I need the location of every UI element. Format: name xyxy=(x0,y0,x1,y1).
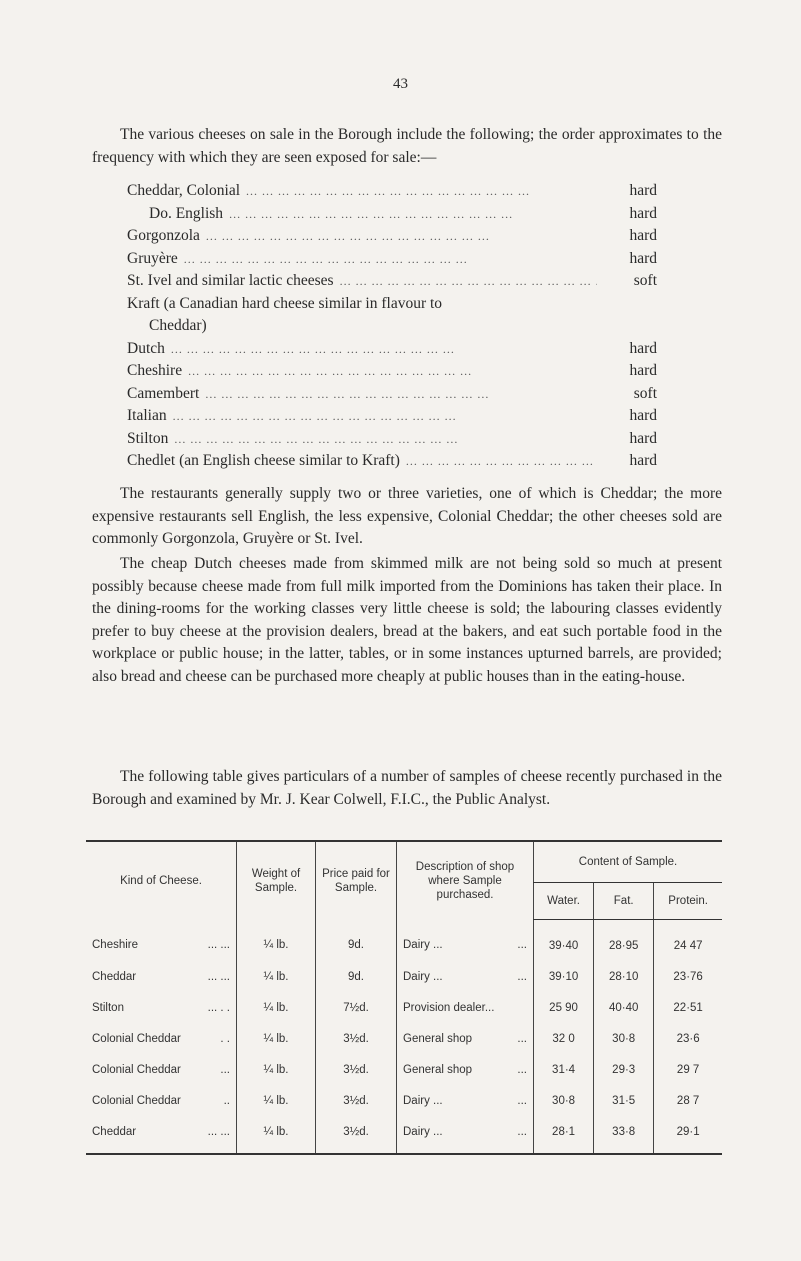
cell-kind: Colonial Cheddar xyxy=(92,1063,181,1076)
cheese-list-item xyxy=(127,428,657,451)
cheese-list-item xyxy=(127,338,657,361)
cell-description-dots: ... xyxy=(517,1094,527,1107)
cell-water: 30·8 xyxy=(534,1085,594,1116)
cell-description: Provision dealer... xyxy=(403,1001,495,1014)
header-description: Description of shop where Sample purchased. xyxy=(397,841,534,920)
cell-weight: ¼ lb. xyxy=(237,1116,316,1154)
dot-leader xyxy=(174,428,597,451)
cheese-name: Stilton xyxy=(127,429,169,447)
cell-price: 3½d. xyxy=(316,1023,397,1054)
header-content: Content of Sample. xyxy=(534,841,723,883)
cell-weight: ¼ lb. xyxy=(237,961,316,992)
dot-leader xyxy=(229,203,597,226)
cell-water: 25 90 xyxy=(534,992,594,1023)
cheese-name: Cheshire xyxy=(127,362,183,379)
cell-description: Dairy ... xyxy=(403,970,443,983)
dot-leader xyxy=(205,383,597,406)
cheese-name: St. Ivel and similar lactic cheeses xyxy=(127,272,334,289)
table-row xyxy=(86,992,722,1023)
intro-paragraph: The various cheeses on sale in the Borough include the following; the order approximates to the frequency with which they are seen exposed for sale:— xyxy=(92,126,722,166)
cell-fat: 31·5 xyxy=(594,1085,654,1116)
cell-price: 3½d. xyxy=(316,1116,397,1154)
cheese-type: hard xyxy=(629,429,657,447)
cell-kind: Cheddar xyxy=(92,1125,137,1138)
dot-leader xyxy=(171,338,597,361)
cell-protein: 22·51 xyxy=(654,992,722,1023)
cell-price: 9d. xyxy=(316,961,397,992)
cell-kind-dots: ... . . xyxy=(207,1001,230,1014)
cell-weight: ¼ lb. xyxy=(237,1023,316,1054)
cheese-name: Camembert xyxy=(127,384,200,402)
cell-kind: Cheddar xyxy=(92,970,137,983)
cell-description: General shop xyxy=(403,1063,473,1076)
cheese-type: hard xyxy=(629,362,657,379)
cell-description: General shop xyxy=(403,1032,473,1045)
cell-kind-dots: ... xyxy=(220,1063,230,1076)
cell-protein: 23·6 xyxy=(654,1023,722,1054)
cell-water: 32 0 xyxy=(534,1023,594,1054)
cheese-list-item xyxy=(127,270,657,293)
cell-description-dots: ... xyxy=(517,1032,527,1045)
cell-kind-dots: ... ... xyxy=(207,970,230,983)
cheese-list-item xyxy=(127,203,657,226)
cheese-name-continuation: Cheddar) xyxy=(149,317,207,334)
dutch-cheese-paragraph: The cheap Dutch cheeses made from skimmed milk are not being sold so much at present possibly because cheese made from full milk imported from the Dominions has taken their place. In the dining-rooms for the working classes very little cheese is sold; the labouring classes evidently prefer to buy cheese at the provision dealers, bread at the bakers, and eat such portable food in the workplace or public house; in the latter, tables, or in some instances upturned barrels, are provided; also bread and cheese can be purchased more cheaply at public houses than in the eating-house. xyxy=(92,555,722,685)
dot-leader xyxy=(188,360,597,383)
cell-description-dots: ... xyxy=(517,939,527,952)
cheese-type: soft xyxy=(633,272,657,289)
cheese-type: hard xyxy=(629,249,657,267)
cell-kind: Colonial Cheddar xyxy=(92,1094,181,1107)
table-row xyxy=(86,961,722,992)
dot-leader xyxy=(246,180,597,203)
cell-fat: 29·3 xyxy=(594,1054,654,1085)
header-price: Price paid for Sample. xyxy=(316,841,397,920)
cheese-type: hard xyxy=(629,204,657,222)
cell-protein: 23·76 xyxy=(654,961,722,992)
cheese-type: hard xyxy=(629,339,657,357)
cheese-samples-table xyxy=(86,840,722,1155)
cheese-list-item xyxy=(127,360,657,383)
cell-weight: ¼ lb. xyxy=(237,920,316,962)
cheese-name: Do. English xyxy=(149,204,224,222)
cheese-list-item xyxy=(127,405,657,428)
restaurants-paragraph: The restaurants generally supply two or three varieties, one of which is Cheddar; the more expensive restaurants sell English, the less expensive, Colonial Cheddar; the other cheeses sold are commonly Gorgonzola, Gruyère or St. Ivel. xyxy=(92,485,722,547)
cell-weight: ¼ lb. xyxy=(237,1054,316,1085)
dot-leader xyxy=(184,248,597,271)
cheese-type: hard xyxy=(629,452,657,469)
cheese-name: Chedlet (an English cheese similar to Kraft) xyxy=(127,452,400,469)
cell-kind: Colonial Cheddar xyxy=(92,1032,181,1045)
cell-water: 39·10 xyxy=(534,961,594,992)
table-row xyxy=(86,1023,722,1054)
cell-water: 39·40 xyxy=(534,920,594,962)
cell-kind-dots: .. xyxy=(223,1094,230,1107)
cell-price: 7½d. xyxy=(316,992,397,1023)
cell-kind: Stilton xyxy=(92,1001,124,1014)
table-intro-paragraph: The following table gives particulars of a number of samples of cheese recently purchased in the Borough and examined by Mr. J. Kear Colwell, F.I.C., the Public Analyst. xyxy=(92,768,722,808)
table-row xyxy=(86,1054,722,1085)
cheese-type: hard xyxy=(629,182,657,199)
cheese-type: soft xyxy=(633,384,657,402)
cheese-list-item xyxy=(127,248,657,271)
cell-water: 28·1 xyxy=(534,1116,594,1154)
dot-leader xyxy=(173,405,597,428)
page-number: 43 xyxy=(393,76,408,92)
cell-protein: 24 47 xyxy=(654,920,722,962)
cheese-list-item xyxy=(127,383,657,406)
cell-kind-dots: ... ... xyxy=(207,939,230,952)
cheese-name: Kraft (a Canadian hard cheese similar in flavour to xyxy=(127,294,443,312)
dot-leader xyxy=(206,225,597,248)
table-row xyxy=(86,1085,722,1116)
cell-protein: 29·1 xyxy=(654,1116,722,1154)
cell-price: 3½d. xyxy=(316,1085,397,1116)
cell-kind-dots: . . xyxy=(220,1032,230,1045)
dot-leader xyxy=(406,450,597,473)
cell-weight: ¼ lb. xyxy=(237,992,316,1023)
cell-price: 3½d. xyxy=(316,1054,397,1085)
cell-water: 31·4 xyxy=(534,1054,594,1085)
cheese-list xyxy=(127,180,657,473)
cell-kind-dots: ... ... xyxy=(207,1125,230,1138)
cheese-list-item xyxy=(127,180,657,203)
cell-fat: 40·40 xyxy=(594,992,654,1023)
cell-description: Dairy ... xyxy=(403,1125,443,1138)
cell-fat: 28·95 xyxy=(594,920,654,962)
cell-protein: 28 7 xyxy=(654,1085,722,1116)
cheese-list-item xyxy=(127,225,657,248)
cell-description-dots xyxy=(494,1002,527,1014)
cell-description-dots: ... xyxy=(517,1125,527,1138)
cheese-list-item xyxy=(127,293,657,338)
cheese-type: hard xyxy=(629,227,657,244)
header-kind: Kind of Cheese. xyxy=(86,841,237,920)
cheese-name: Cheddar, Colonial xyxy=(127,182,241,199)
cell-fat: 28·10 xyxy=(594,961,654,992)
header-water: Water. xyxy=(534,883,594,920)
dot-leader xyxy=(340,270,597,293)
cell-fat: 30·8 xyxy=(594,1023,654,1054)
cell-kind: Cheshire xyxy=(92,939,139,952)
table-row xyxy=(86,1116,722,1154)
cheese-name: Gruyère xyxy=(127,249,178,267)
table-row xyxy=(86,920,722,962)
cheese-name: Gorgonzola xyxy=(127,227,200,244)
cell-protein: 29 7 xyxy=(654,1054,722,1085)
header-fat: Fat. xyxy=(594,883,654,920)
header-protein: Protein. xyxy=(654,883,722,920)
cell-description: Dairy ... xyxy=(403,1094,443,1107)
cell-fat: 33·8 xyxy=(594,1116,654,1154)
cell-description-dots: ... xyxy=(517,1063,527,1076)
cell-description-dots: ... xyxy=(517,970,527,983)
cheese-name: Dutch xyxy=(127,339,165,357)
cell-price: 9d. xyxy=(316,920,397,962)
cell-weight: ¼ lb. xyxy=(237,1085,316,1116)
cell-description: Dairy ... xyxy=(403,939,443,952)
header-weight: Weight of Sample. xyxy=(237,841,316,920)
cheese-list-item xyxy=(127,450,657,473)
cheese-type: hard xyxy=(629,407,657,424)
cheese-name: Italian xyxy=(127,407,167,424)
